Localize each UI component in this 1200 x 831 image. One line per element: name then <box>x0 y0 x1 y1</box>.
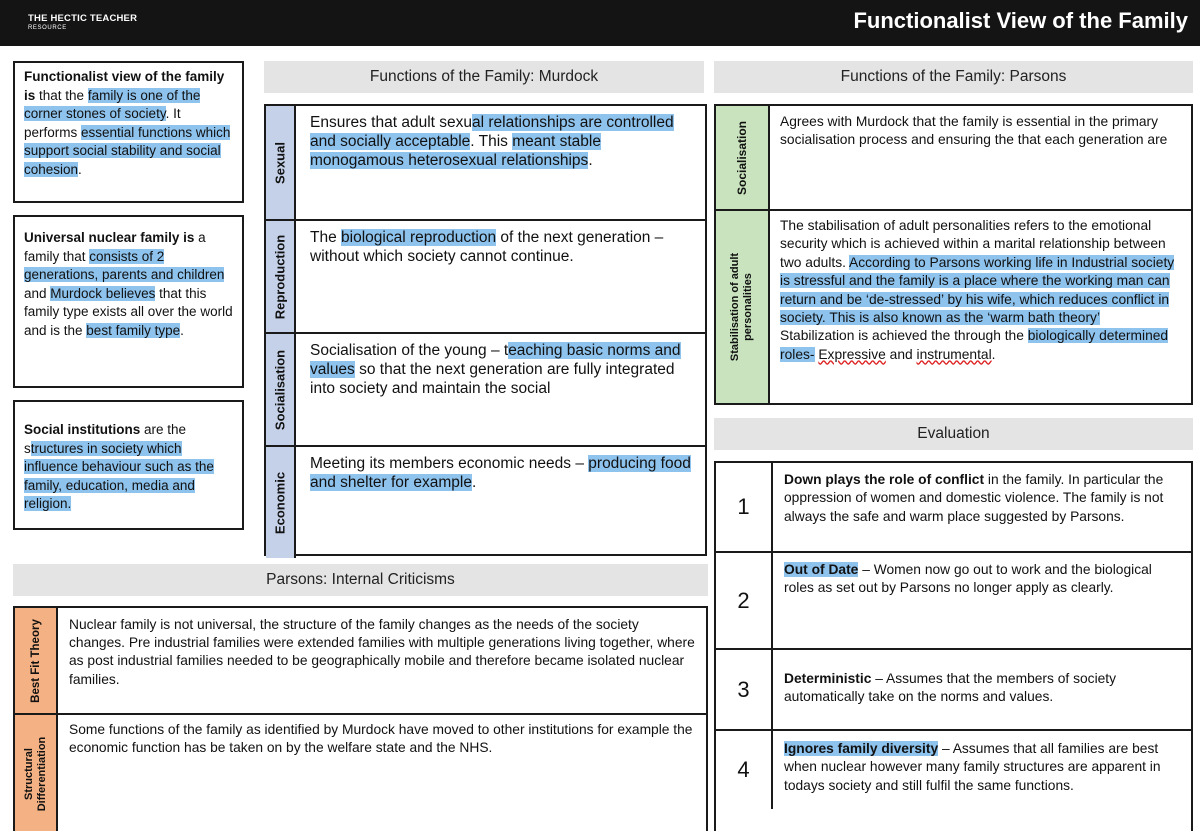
row-label-text: Best Fit Theory <box>29 618 42 703</box>
evaluation-number: 2 <box>716 553 773 648</box>
body-text: – Women now go out to work and the biological roles as set out by Parsons no longer apply as clearly. <box>784 562 1152 596</box>
definition-text: that the <box>35 87 88 103</box>
underlined-text: instrumental <box>916 346 992 362</box>
label-line: Stabilisation of adult <box>729 252 741 362</box>
row-text: Some functions of the family as identified by Murdock have moved to other institutions for example the economic function has be taken on by the welfare state and the NHS. <box>69 722 693 756</box>
underlined-text: Expressive <box>818 346 886 362</box>
parsons-row-stabilisation <box>716 209 1191 403</box>
brand-logo <box>28 14 137 31</box>
row-text <box>310 113 697 170</box>
definition-term: Functionalist view of the family is <box>24 69 225 103</box>
evaluation-point: Deterministic <box>784 671 872 686</box>
header-bar <box>0 0 1200 46</box>
row-text <box>784 670 1183 707</box>
definition-text: . <box>180 322 184 338</box>
murdock-row-economic <box>266 445 705 558</box>
evaluation-row <box>716 551 1191 648</box>
evaluation-row <box>716 463 1191 551</box>
definition-text: a family that <box>24 230 206 264</box>
definition-text: . <box>78 161 82 177</box>
evaluation-table <box>714 461 1193 831</box>
murdock-heading: Functions of the Family: Murdock <box>264 61 704 93</box>
row-label <box>266 334 296 445</box>
parsons-table <box>714 104 1193 405</box>
highlighted-text: biological reproduction <box>341 229 497 246</box>
murdock-table <box>264 104 707 556</box>
evaluation-row <box>716 729 1191 831</box>
body-text: so that the next generation are fully integrated into society and maintain the social <box>310 361 675 397</box>
body-text: . <box>588 152 593 169</box>
evaluation-point: Ignores family diversity <box>784 741 939 756</box>
row-label-text: Sexual <box>272 141 288 184</box>
row-text <box>310 228 697 266</box>
definition-text: . It performs <box>24 106 181 140</box>
body-text: Stabilization is achieved the through the <box>780 328 1028 344</box>
definition-text: are the s <box>24 422 187 456</box>
row-label-text: Economic <box>272 471 288 534</box>
definition-text: and <box>24 285 51 301</box>
row-label <box>15 608 58 713</box>
body-text: Ensures that adult sexu <box>310 114 472 131</box>
row-label <box>15 715 58 831</box>
highlighted-text: tructures in society which influence behaviour such as the family, education, media and religion. <box>24 440 214 512</box>
highlighted-text: According to Parsons working life in Industrial society is stressful and the family is a place where the working man can return and be ‘de-stressed’ by his wife, which reduces conflict in society. This is also known as the ‘warm bath theory’ <box>780 254 1175 326</box>
row-label-text <box>23 737 49 812</box>
body-text: in the family. In particular the oppression of women and domestic violence. The family is not always the safe and warm place suggested by Parsons. <box>784 472 1164 524</box>
body-text: The stabilisation of adult personalities refers to the emotional security which is achieved within a marital relationship between two adults. <box>780 218 1166 270</box>
body-text: . <box>471 474 477 491</box>
row-label-text: Reproduction <box>272 234 288 319</box>
row-text <box>310 454 697 492</box>
body-text: . This <box>470 133 513 150</box>
row-text: Nuclear family is not universal, the structure of the family changes as the needs of the society changes. Pre industrial families were extended families with multiple generations living together, where as post industrial families needed to be geographically mobile and therefore became isolated nuclear families. <box>69 617 695 687</box>
evaluation-row <box>716 648 1191 729</box>
criticism-row-best-fit <box>15 608 706 713</box>
row-label <box>266 106 296 219</box>
row-label <box>716 106 770 209</box>
row-text <box>784 740 1183 795</box>
definition-term: Social institutions <box>24 422 141 437</box>
row-label-text <box>729 253 755 361</box>
highlighted-text: Murdock believes <box>50 285 156 301</box>
brand-subtitle: RESOURCE <box>28 24 67 31</box>
evaluation-number: 3 <box>716 650 773 729</box>
brand-name: THE HECTIC TEACHER <box>28 13 138 24</box>
row-label <box>266 447 296 558</box>
definition-functionalist <box>13 61 244 203</box>
body-text: Socialisation of the young – t <box>310 342 509 359</box>
row-label <box>266 221 296 332</box>
definition-term: Universal nuclear family is <box>24 230 195 245</box>
evaluation-heading: Evaluation <box>714 418 1193 450</box>
body-text: . <box>991 346 996 362</box>
page-title: Functionalist View of the Family <box>853 8 1188 33</box>
row-text: Agrees with Murdock that the family is essential in the primary socialisation process and ensuring the that each generation are <box>780 114 1168 148</box>
highlighted-text: meant stable monogamous heterosexual relationships <box>310 133 601 169</box>
row-label-text: Socialisation <box>735 120 749 195</box>
highlighted-text: eaching basic norms and values <box>310 342 681 378</box>
criticism-row-structural <box>15 713 706 831</box>
definition-nuclear-family <box>13 215 244 388</box>
row-label-text: Socialisation <box>272 349 288 430</box>
highlighted-text: biologically determined roles- <box>780 328 1169 362</box>
highlighted-text: best family type <box>86 322 181 338</box>
row-text <box>780 217 1185 364</box>
highlighted-text: producing food and shelter for example <box>310 455 691 491</box>
evaluation-number: 4 <box>716 731 773 809</box>
row-label <box>716 211 770 403</box>
row-text <box>310 341 697 398</box>
definition-social-institutions <box>13 400 244 530</box>
evaluation-point: Out of Date <box>784 562 859 577</box>
body-text: – Assumes that the members of society automatically take on the norms and values. <box>784 671 1117 705</box>
body-text: of the next generation – without which society cannot continue. <box>310 229 664 265</box>
definition-text: that this family type exists all over the world and is the <box>24 285 233 338</box>
row-text <box>784 561 1183 598</box>
body-text: The <box>310 229 342 246</box>
parsons-row-socialisation <box>716 106 1191 209</box>
evaluation-point: Down plays the role of conflict <box>784 472 985 487</box>
criticisms-table <box>13 606 708 831</box>
murdock-row-reproduction <box>266 219 705 332</box>
body-text: Meeting its members economic needs – <box>310 455 589 472</box>
body-text: – Assumes that all families are best when nuclear however many family structures are apparent in todays society and still fulfil the same functions. <box>784 741 1161 793</box>
murdock-row-socialisation <box>266 332 705 445</box>
highlighted-text: al relationships are controlled and socially acceptable <box>310 114 674 150</box>
murdock-row-sexual <box>266 106 705 219</box>
highlighted-text: essential functions which support social stability and social cohesion <box>24 124 231 177</box>
label-line: Structural <box>22 748 35 800</box>
body-text: and <box>885 346 917 362</box>
label-line: Differentiation <box>35 736 48 812</box>
label-line: personalities <box>742 273 754 341</box>
evaluation-number: 1 <box>716 463 773 551</box>
highlighted-text: family is one of the corner stones of society <box>24 87 201 122</box>
row-text <box>784 471 1183 526</box>
highlighted-text: consists of 2 generations, parents and children <box>24 248 225 283</box>
parsons-heading: Functions of the Family: Parsons <box>714 61 1193 93</box>
criticisms-heading: Parsons: Internal Criticisms <box>13 564 708 596</box>
